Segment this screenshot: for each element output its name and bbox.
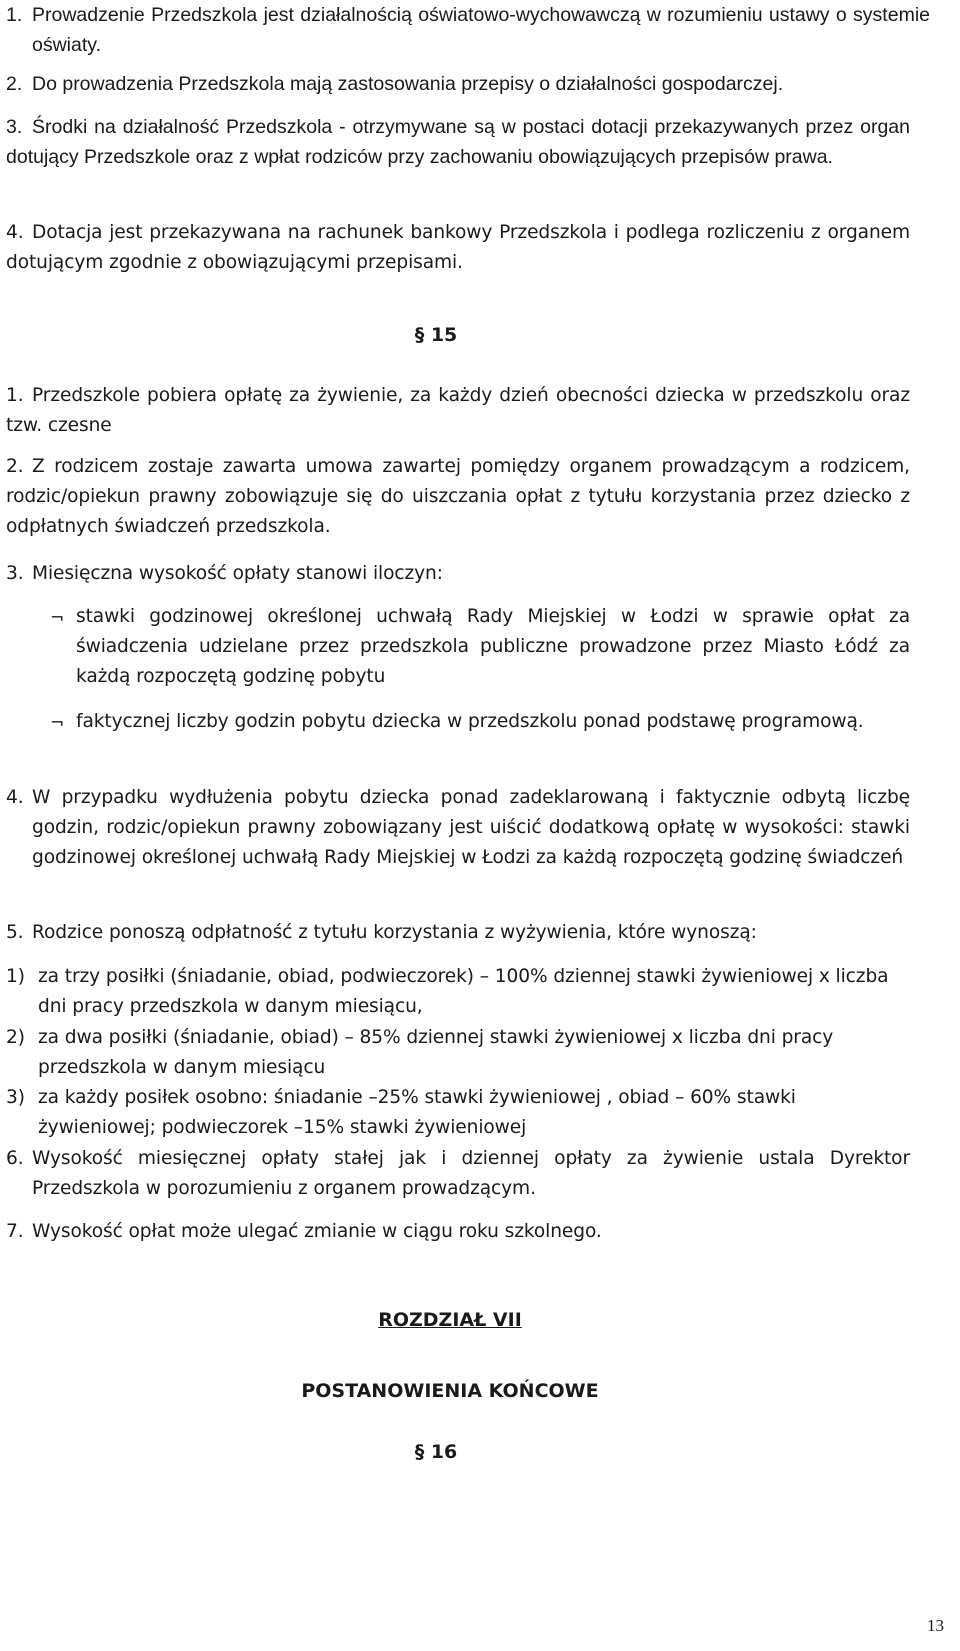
paragraph-15-3 xyxy=(6,559,910,589)
paragraph-14-1 xyxy=(6,0,930,60)
paragraph-15-2 xyxy=(6,452,910,542)
paragraph-text: Wysokość opłat może ulegać zmianie w ciągu roku szkolnego. xyxy=(32,1221,602,1242)
paragraph-15-4 xyxy=(6,783,910,873)
meal-text: za dwa posiłki (śniadanie, obiad) – 85% dziennej stawki żywieniowej x liczba dni pracy przedszkola w danym miesiącu xyxy=(38,1027,834,1078)
meal-number: 1) xyxy=(6,966,25,987)
chapter-subtitle: POSTANOWIENIA KOŃCOWE xyxy=(301,1380,599,1402)
paragraph-number: 4. xyxy=(6,222,24,243)
paragraph-15-7 xyxy=(6,1217,910,1247)
meal-item-3 xyxy=(6,1083,910,1143)
meal-text: za trzy posiłki (śniadanie, obiad, podwieczorek) – 100% dziennej stawki żywieniowej x liczba dni pracy przedszkola w danym miesiącu, xyxy=(38,966,889,1017)
paragraph-number: 2. xyxy=(6,456,24,477)
paragraph-number: 3. xyxy=(6,563,24,584)
paragraph-text: Do prowadzenia Przedszkola mają zastosowania przepisy o działalności gospodarczej. xyxy=(32,73,784,95)
section-15-heading: § 15 xyxy=(414,324,458,346)
paragraph-text: Przedszkole pobiera opłatę za żywienie, za każdy dzień obecności dziecka w przedszkolu oraz tzw. czesne xyxy=(6,385,910,436)
paragraph-number: 1. xyxy=(6,4,23,26)
paragraph-15-1 xyxy=(6,381,910,441)
section-16-heading: § 16 xyxy=(414,1441,458,1463)
paragraph-text: Wysokość miesięcznej opłaty stałej jak i dziennej opłaty za żywienie ustala Dyrektor Przedszkola w porozumieniu z organem prowadzącym. xyxy=(32,1148,910,1199)
bullet-item-1: stawki godzinowej określonej uchwałą Rady Miejskiej w Łodzi w sprawie opłat za świadczenia udzielane przez przedszkola publiczne prowadzone przez Miasto Łódź za każdą rozpoczętą godzinę pobytu xyxy=(76,606,910,687)
bullet-item-2: faktycznej liczby godzin pobytu dziecka w przedszkolu ponad podstawę programową. xyxy=(76,711,864,732)
meal-item-2 xyxy=(6,1023,910,1083)
meal-number: 2) xyxy=(6,1027,25,1048)
paragraph-text: Miesięczna wysokość opłaty stanowi iloczyn: xyxy=(32,563,443,584)
paragraph-text: Prowadzenie Przedszkola jest działalnością oświatowo-wychowawczą w rozumieniu ustawy o systemie oświaty. xyxy=(32,4,930,56)
paragraph-15-5 xyxy=(6,918,910,948)
paragraph-number: 6. xyxy=(6,1148,24,1169)
page-number: 13 xyxy=(927,1616,944,1635)
paragraph-number: 3. xyxy=(6,116,23,138)
chapter-title: ROZDZIAŁ VII xyxy=(378,1309,522,1331)
meal-number: 3) xyxy=(6,1087,25,1108)
paragraph-text: W przypadku wydłużenia pobytu dziecka ponad zadeklarowaną i faktycznie odbytą liczbę godzin, rodzic/opiekun prawny zobowiązany jest uiścić dodatkową opłatę w wysokości: stawki godzinowej określonej uchwałą Rady Miejskiej w Łodzi za każdą rozpoczętą godzinę świadczeń xyxy=(32,787,910,868)
paragraph-14-4 xyxy=(6,218,910,278)
paragraph-number: 7. xyxy=(6,1221,24,1242)
paragraph-number: 1. xyxy=(6,385,24,406)
paragraph-number: 5. xyxy=(6,922,24,943)
paragraph-14-2 xyxy=(6,69,930,99)
meal-text: za każdy posiłek osobno: śniadanie –25% stawki żywieniowej , obiad – 60% stawki żywieniowej; podwieczorek –15% stawki żywieniowej xyxy=(38,1087,796,1138)
meal-item-1 xyxy=(6,962,910,1022)
paragraph-14-3 xyxy=(6,112,910,172)
paragraph-text: Rodzice ponoszą odpłatność z tytułu korzystania z wyżywienia, które wynoszą: xyxy=(32,922,757,943)
paragraph-number: 2. xyxy=(6,73,23,95)
paragraph-15-6 xyxy=(6,1144,910,1204)
paragraph-text: Z rodzicem zostaje zawarta umowa zawartej pomiędzy organem prowadzącym a rodzicem, rodzic/opiekun prawny zobowiązuje się do uiszczania opłat z tytułu korzystania przez dziecko z odpłatnych świadczeń przedszkola. xyxy=(6,456,910,537)
bullet-marker-2: ¬ xyxy=(50,713,65,733)
paragraph-number: 4. xyxy=(6,787,24,808)
paragraph-text: Środki na działalność Przedszkola - otrzymywane są w postaci dotacji przekazywanych przez organ dotujący Przedszkole oraz z wpłat rodziców przy zachowaniu obowiązujących przepisów prawa. xyxy=(6,116,910,168)
bullet-marker-1: ¬ xyxy=(50,608,65,628)
paragraph-text: Dotacja jest przekazywana na rachunek bankowy Przedszkola i podlega rozliczeniu z organem dotującym zgodnie z obowiązującymi przepisami. xyxy=(6,222,910,273)
